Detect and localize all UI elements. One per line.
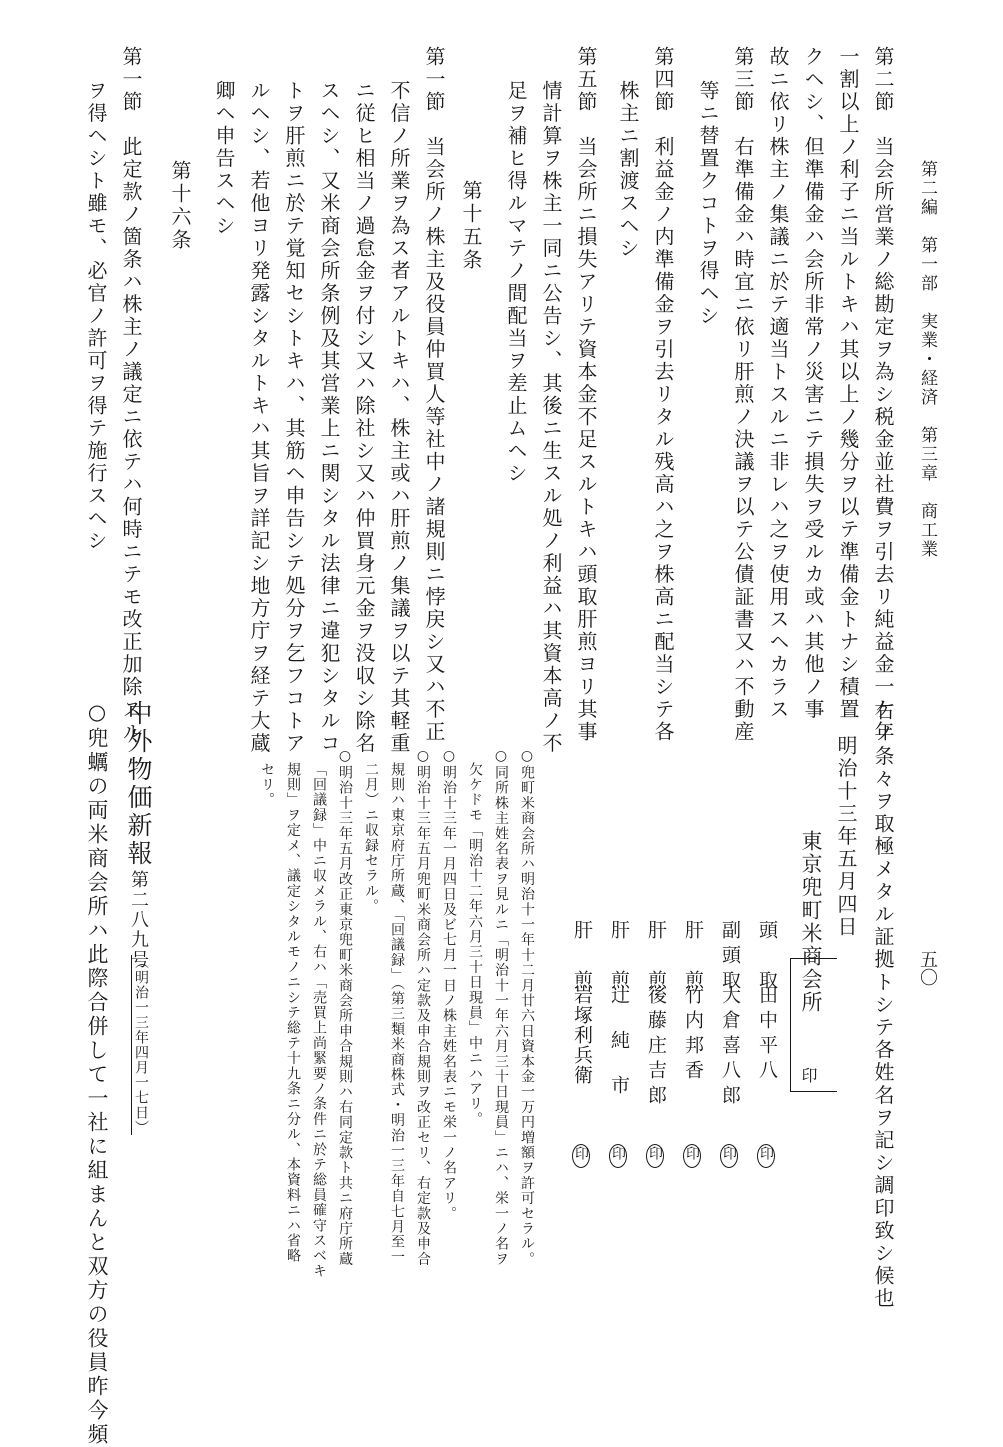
text-line: 情計算ヲ株主一同ニ公告シ、其後ニ生スル処ノ利益ハ其資本高ノ不 — [539, 80, 563, 755]
company-name: 東京兜町米商会所 — [799, 830, 823, 1014]
seal-mark: 印 — [647, 1146, 663, 1166]
running-header: 第二編 第一部 実業・経済 第三章 商工業 — [917, 160, 937, 559]
text-line: 故ニ依リ株主ノ集議ニ於テ適当トスルニ非レハ之ヲ使用スヘカラス — [766, 46, 790, 721]
text-line: ルヘシ、若他ヨリ発露シタルトキハ其旨ヲ詳記シ地方庁ヲ経テ大蔵 — [247, 80, 271, 755]
text-line: 等ニ替置クコトヲ得ヘシ — [696, 80, 720, 328]
text-line: トヲ肝煎ニ於テ覚知セシトキハ、其筋ヘ申告シテ処分ヲ乞フコトア — [282, 80, 306, 755]
signer-role: 肝 煎 — [571, 920, 593, 995]
text-line: 卿ヘ申告スヘシ — [212, 80, 236, 238]
signer-role: 肝 煎 — [645, 920, 667, 995]
text-line: 株主ニ割渡スヘシ — [616, 80, 640, 260]
note-line: ○明治十三年一月四日及ビ七月一日ノ株主姓名表ニモ栄一ノ名アリ。 — [441, 748, 457, 1222]
closing-statement: 右ノ条々ヲ取極メタル証拠トシテ各姓名ヲ記シ調印致シ候也 — [871, 700, 895, 1311]
newspaper-date: （明治一三年四月一七日） — [133, 955, 149, 1135]
text-line: ニ従ヒ相当ノ過怠金ヲ付シ又ハ除社シ又ハ仲買身元金ヲ没収シ除名 — [352, 80, 376, 755]
signer-name: 後藤庄吉郎 — [645, 985, 667, 1110]
newspaper-title: 中外物価新報 — [124, 700, 153, 868]
text-line: 第三節 右準備金ハ時宜ニ依リ肝煎ノ決議ヲ以テ公債証書又ハ不動産 — [731, 46, 755, 744]
note-line: 欠ケドモ「明治十二年六月三十日現員」中ニハアリ。 — [467, 762, 483, 1127]
newspaper-body-line: ○兜蠣の両米商会所ハ此際合併して一社に組まんと双方の役員昨今頻 — [85, 700, 109, 1447]
signer-role: 頭 取 — [756, 920, 778, 995]
signer-role: 肝 煎 — [682, 920, 704, 995]
note-line: 規則」ヲ定メ、議定シタルモノニシテ総テ十九条ニ分ル、本資料ニハ省略 — [285, 762, 301, 1264]
text-line: 第一節 此定款ノ箇条ハ株主ノ議定ニ依テハ何時ニテモ改正加除スル — [119, 46, 143, 744]
seal-mark: 印 — [758, 1146, 774, 1166]
text-line: 第二節 当会所営業ノ総勘定ヲ為シ税金並社費ヲ引去リ純益金一ケ年 — [871, 46, 895, 744]
signer-name: 岩塚利兵衛 — [571, 985, 593, 1085]
text-line: 第五節 当会所ニ損失アリテ資本金不足スルトキハ頭取肝煎ヨリ其事 — [574, 46, 598, 744]
signer-role: 副頭取 — [719, 920, 741, 995]
page-number: 五〇 — [917, 950, 938, 986]
text-line: クヘシ、但準備金ハ会所非常ノ災害ニテ損失ヲ受ルカ或ハ其他ノ事 — [801, 46, 825, 721]
note-line: 規則ハ東京府庁所蔵、「回議録」（第三類米商株式・明治一三年自七月至一 — [389, 762, 405, 1265]
note-line: ○明治十三年五月改正東京兜町米商会所申合規則ハ右同定款ト共ニ府庁所蔵 — [337, 748, 353, 1267]
note-line: ○兜町米商会所ハ明治十一年十二月廿六日資本金一万円増額ヲ許可セラル。 — [519, 748, 535, 1267]
text-line: 第四節 利益金ノ内準備金ヲ引去リタル残高ハ之ヲ株高ニ配当シテ各 — [651, 46, 675, 744]
article-heading: 第十六条 — [168, 160, 192, 252]
newspaper-issue: 第二八九号 — [128, 870, 149, 970]
signer-name: 辻純市 — [608, 985, 630, 1120]
text-line: 一割以上ノ利子ニ当ルトキハ其以上ノ幾分ヲ以テ準備金トナシ積置 — [836, 46, 860, 721]
text-line: 不信ノ所業ヲ為ス者アルトキハ、株主或ハ肝煎ノ集議ヲ以テ其軽重 — [387, 80, 411, 755]
signer-name: 竹内邦香 — [682, 985, 704, 1085]
article-heading: 第十五条 — [459, 180, 483, 272]
seal-mark: 印 — [610, 1146, 626, 1166]
text-line: ヲ得ヘシト雖モ、必官ノ許可ヲ得テ施行スヘシ — [84, 80, 108, 553]
text-line: 足ヲ補ヒ得ルマテノ間配当ヲ差止ムヘシ — [504, 80, 528, 485]
seal-mark: 印 — [684, 1146, 700, 1166]
signer-name: 田中平八 — [756, 985, 778, 1085]
text-line: 第一節 当会所ノ株主及役員仲買人等社中ノ諸規則ニ悖戻シ又ハ不正 — [422, 46, 446, 744]
seal-mark: 印 — [573, 1146, 589, 1166]
note-line: ○同所株主姓名表ヲ見ルニ「明治十一年六月三十日現員」ニハ、栄一ノ名ヲ — [493, 748, 509, 1267]
text-line: スヘシ、又米商会所条例及其営業上ニ関シタル法律ニ違犯シタルコ — [317, 80, 341, 755]
note-line: ○明治十三年五月兜町米商会所ハ定款及申合規則ヲ改正セリ、右定款及申合 — [415, 748, 431, 1267]
signer-role: 肝 煎 — [608, 920, 630, 995]
closing-date: 明治十三年五月四日 — [834, 735, 858, 939]
note-line: 二月）ニ収録セラル。 — [363, 762, 379, 914]
company-seal: 印 — [799, 1067, 818, 1083]
note-line: セリ。 — [259, 762, 275, 808]
note-line: 「回議録」中ニ収メラル、右ハ「売買上尚緊要ノ条件ニ於テ総員確守スベキ — [311, 762, 327, 1279]
signer-name: 大倉喜八郎 — [719, 985, 741, 1110]
seal-mark: 印 — [721, 1146, 737, 1166]
